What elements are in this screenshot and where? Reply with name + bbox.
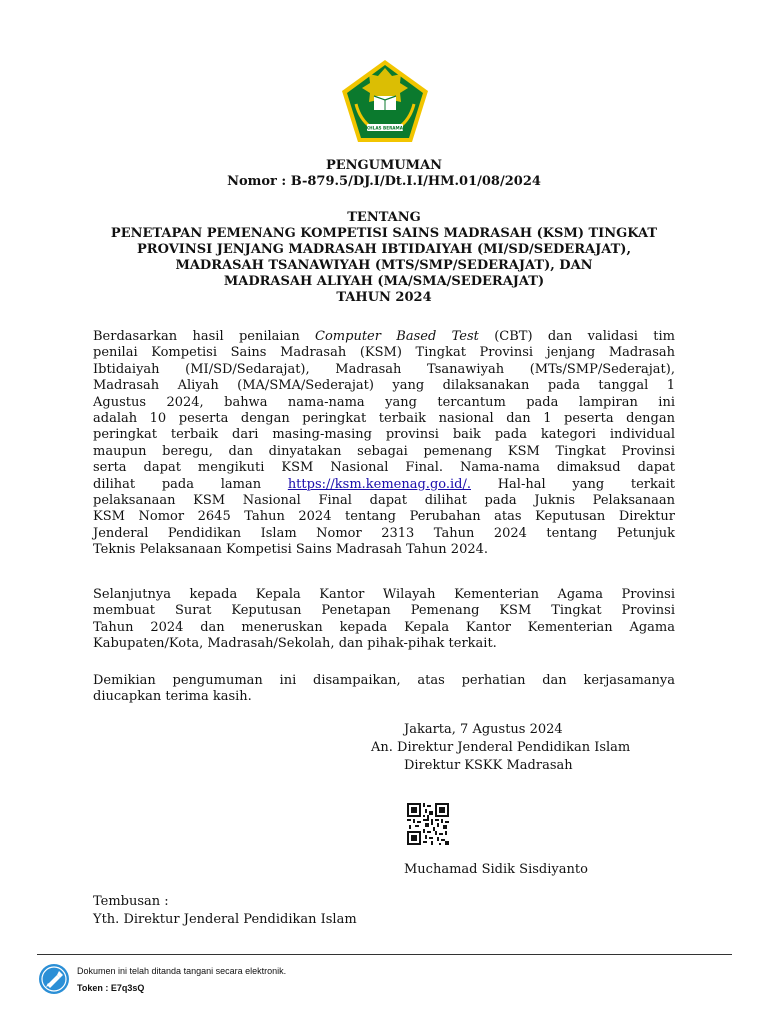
paragraph-line: Ibtidaiyah (MI/SD/Sedarajat), Madrasah Tsanawiyah (MTs/SMP/Sederajat), [93, 361, 675, 377]
cc-recipient: Yth. Direktur Jenderal Pendidikan Islam [93, 912, 357, 927]
logo-motto: IKHLAS BERAMAL [364, 125, 406, 131]
text-segment: Hal-hal yang terkait [471, 476, 676, 492]
paragraph-line: peringkat terbaik dari masing-masing provinsi baik pada kategori individual [93, 427, 675, 443]
paragraph-line: Jenderal Pendidikan Islam Nomor 2313 Tahun 2024 tentang Petunjuk [93, 525, 675, 541]
paragraph-closing [93, 673, 675, 706]
paragraph-line: Madrasah Aliyah (MA/SMA/Sederajat) yang dilaksanakan pada tanggal 1 [93, 378, 675, 394]
paragraph-line: Agustus 2024, bahwa nama-nama yang tercantum pada lampiran ini [93, 394, 675, 410]
paragraph-line: serta dapat mengikuti KSM Nasional Final. Nama-nama dimaksud dapat [93, 460, 675, 476]
subject-line: MADRASAH ALIYAH (MA/SMA/SEDERAJAT) [223, 274, 545, 289]
subject-line: MADRASAH TSANAWIYAH (MTS/SMP/SEDERAJAT), DAN [175, 258, 593, 273]
paragraph-line [93, 477, 675, 493]
paragraph-line: Teknis Pelaksanaan Kompetisi Sains Madrasah Tahun 2024. [93, 542, 489, 558]
e-signature-note: Dokumen ini telah ditanda tangani secara elektronik. [77, 966, 287, 976]
paragraph-line: adalah 10 peserta dengan peringkat terbaik nasional dan 1 peserta dengan [93, 411, 675, 427]
qr-code-icon [407, 803, 449, 845]
document-title: PENGUMUMAN [325, 158, 443, 173]
paragraph-line: Tahun 2024 dan meneruskan kepada Kepala Kantor Kementerian Agama [93, 619, 675, 635]
footer-divider [37, 954, 732, 955]
ksm-website-link[interactable]: https://ksm.kemenag.go.id/. [287, 476, 471, 492]
announcement-heading [0, 158, 768, 190]
paragraph-line [93, 329, 675, 345]
text-segment: dilihat pada laman [93, 476, 288, 492]
paragraph-main [93, 329, 675, 559]
italic-term: Computer Based Test [315, 329, 479, 344]
paragraph-line: penilai Kompetisi Sains Madrasah (KSM) Tingkat Provinsi jenjang Madrasah [93, 345, 675, 361]
paragraph-follow-up [93, 587, 675, 653]
paragraph-line: Selanjutnya kepada Kepala Kantor Wilayah Kementerian Agama Provinsi [93, 587, 675, 602]
subject-line: PROVINSI JENJANG MADRASAH IBTIDAIYAH (MI/SD/SEDERAJAT), [137, 242, 631, 257]
subject-line: TAHUN 2024 [336, 290, 432, 305]
subject-block [0, 210, 768, 306]
cc-label: Tembusan : [93, 894, 169, 909]
document-number: Nomor : B-879.5/DJ.I/Dt.I.I/HM.01/08/2024 [227, 174, 541, 189]
paragraph-line: pelaksanaan KSM Nasional Final dapat dilihat pada Juknis Pelaksanaan [93, 493, 675, 509]
paragraph-line: Demikian pengumuman ini disampaikan, atas perhatian dan kerjasamanya [93, 673, 675, 688]
subject-label: TENTANG [347, 210, 421, 225]
paragraph-line: maupun beregu, dan dinyatakan sebagai pemenang KSM Tingkat Provinsi [93, 443, 675, 459]
paragraph-line: Kabupaten/Kota, Madrasah/Sekolah, dan pihak-pihak terkait. [93, 636, 497, 652]
kemenag-emblem-icon [340, 58, 430, 144]
e-signature-icon [38, 963, 70, 995]
signature-place-date: Jakarta, 7 Agustus 2024 [404, 722, 563, 737]
paragraph-line: KSM Nomor 2645 Tahun 2024 tentang Perubahan atas Keputusan Direktur [93, 509, 675, 525]
signatory-name: Muchamad Sidik Sisdiyanto [404, 862, 588, 877]
text-segment: (CBT) dan validasi tim [478, 329, 675, 344]
subject-line: PENETAPAN PEMENANG KOMPETISI SAINS MADRASAH (KSM) TINGKAT [110, 226, 658, 241]
paragraph-line: membuat Surat Keputusan Penetapan Pemenang KSM Tingkat Provinsi [93, 603, 675, 619]
document-token: Token : E7q3sQ [77, 983, 145, 993]
signature-position: Direktur KSKK Madrasah [404, 758, 573, 773]
text-segment: Berdasarkan hasil penilaian [93, 329, 316, 344]
paragraph-line: diucapkan terima kasih. [93, 689, 252, 705]
signature-on-behalf: An. Direktur Jenderal Pendidikan Islam [371, 740, 631, 755]
